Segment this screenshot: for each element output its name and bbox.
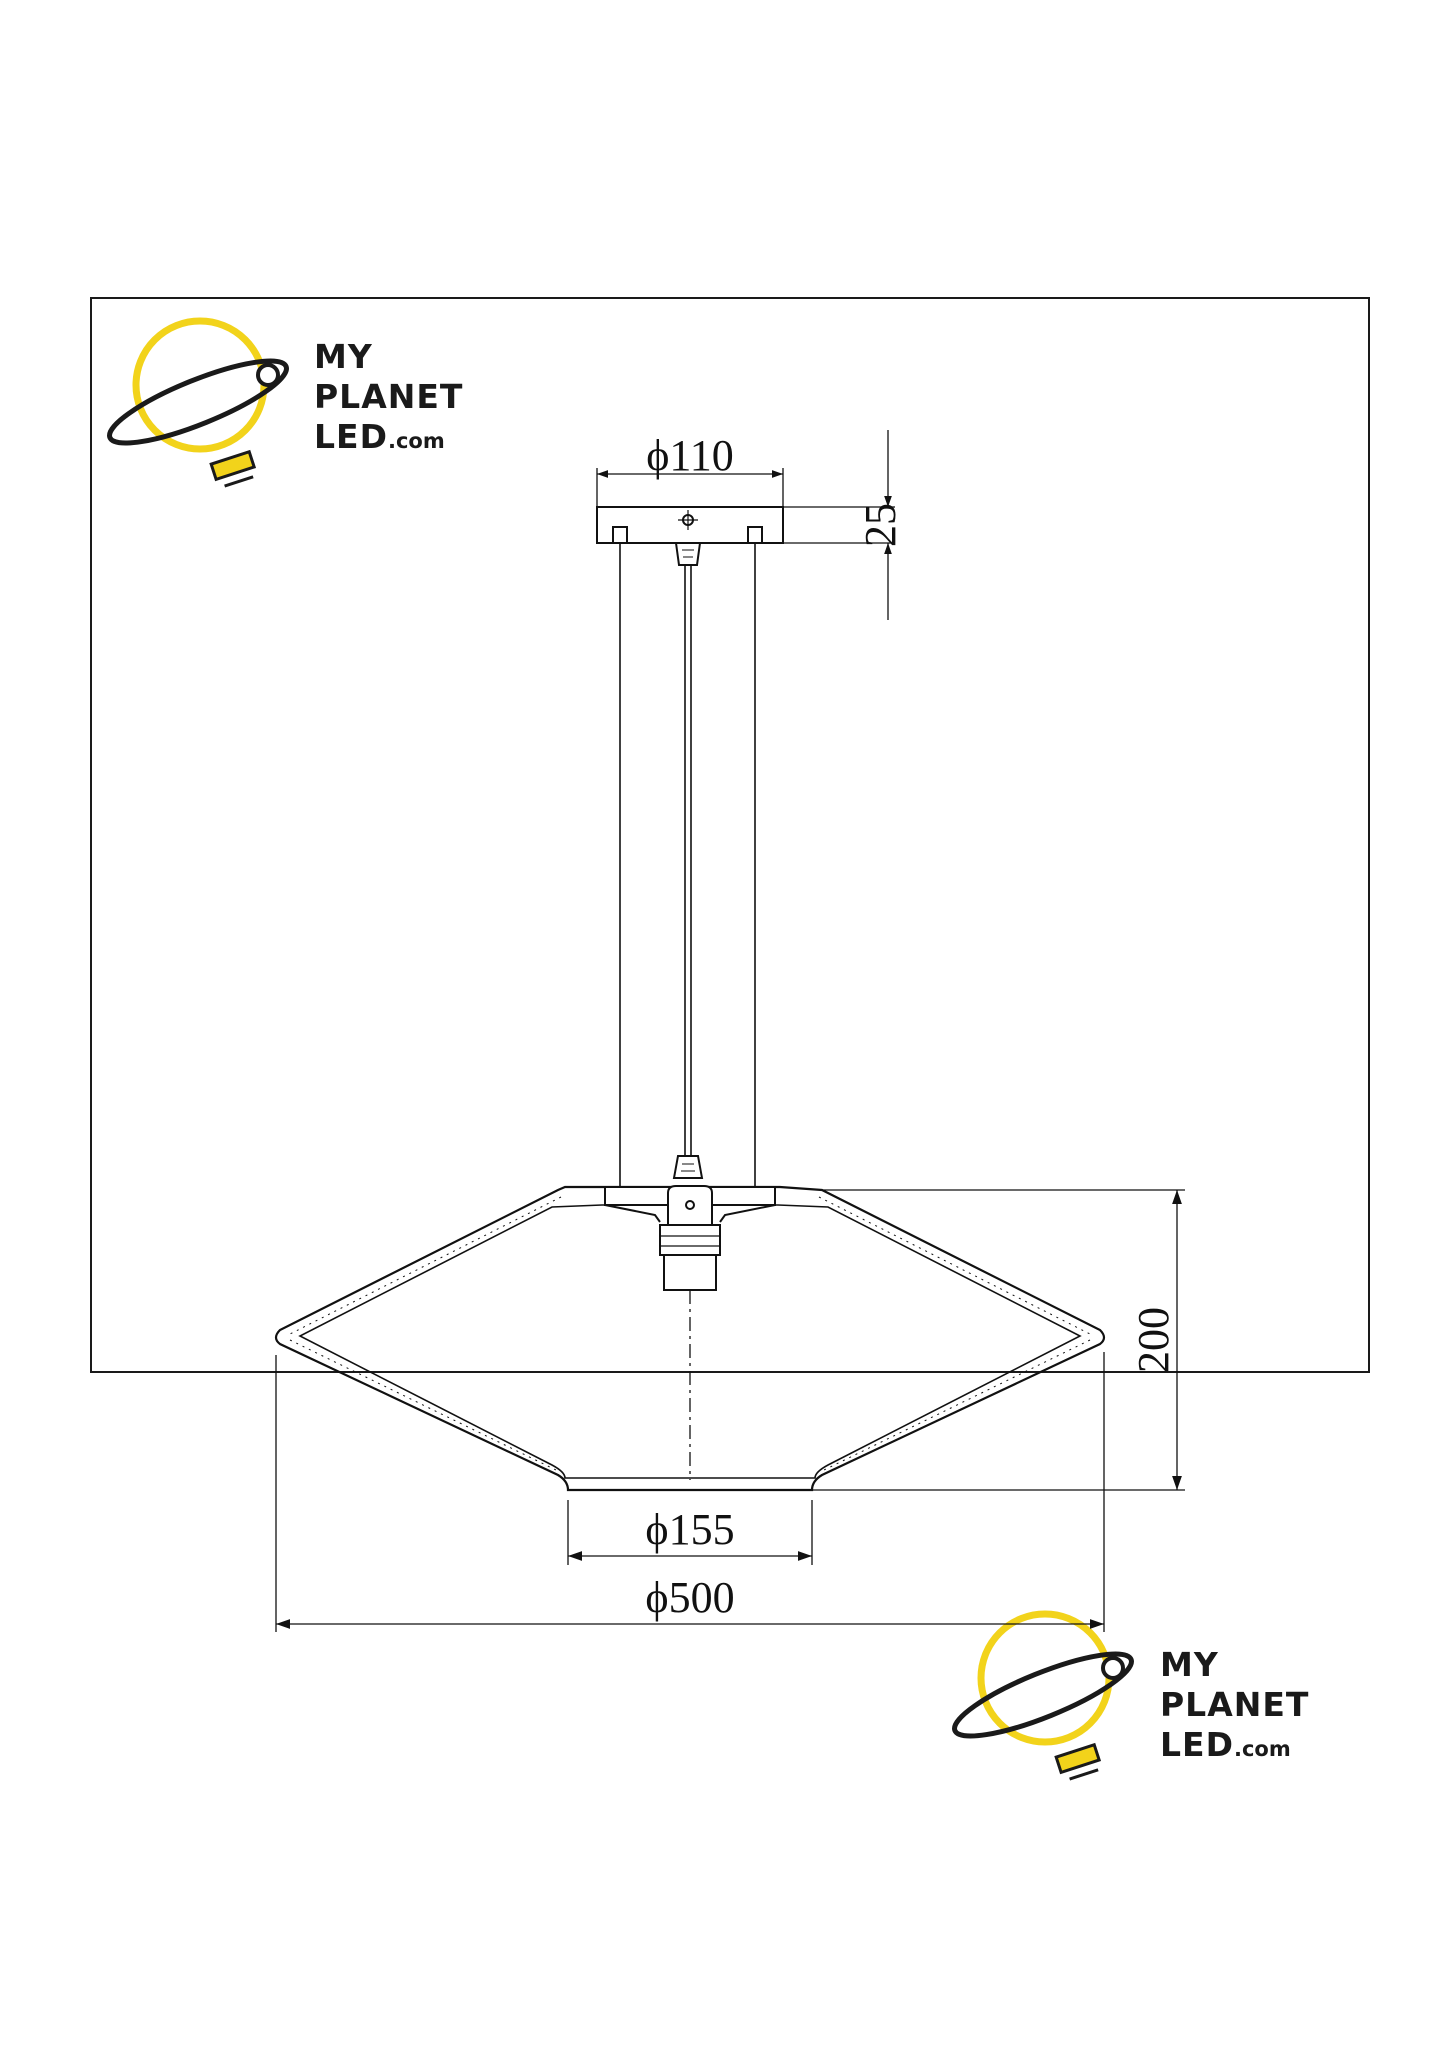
logo-text-my: MY bbox=[314, 337, 373, 376]
dim-canopy-diameter: ϕ110 bbox=[646, 431, 734, 480]
brand-logo-bottom bbox=[947, 1614, 1310, 1781]
suspension-cables bbox=[620, 543, 755, 1190]
dim-shade-height: 200 bbox=[1129, 1307, 1178, 1373]
dim-canopy-height: 25 bbox=[856, 503, 905, 547]
brand-logo-top bbox=[102, 321, 464, 488]
logo-text-led: LED.com bbox=[314, 417, 445, 456]
cable-grip bbox=[674, 1156, 702, 1178]
logo-orbit bbox=[102, 346, 295, 458]
logo-bulb-base bbox=[211, 452, 254, 480]
dim-shade-diameter: ϕ500 bbox=[645, 1573, 735, 1622]
logo2-text-planet: PLANET bbox=[1160, 1685, 1310, 1724]
logo2-text-led: LED.com bbox=[1160, 1725, 1291, 1764]
dim-bottom-opening: ϕ155 bbox=[645, 1505, 735, 1554]
logo-ring bbox=[136, 321, 264, 449]
lamp-socket bbox=[660, 1186, 720, 1290]
logo2-text-my: MY bbox=[1160, 1645, 1219, 1684]
logo-text-planet: PLANET bbox=[314, 377, 464, 416]
dimension-lines bbox=[276, 430, 1185, 1632]
logo-planet-dot bbox=[258, 365, 278, 385]
